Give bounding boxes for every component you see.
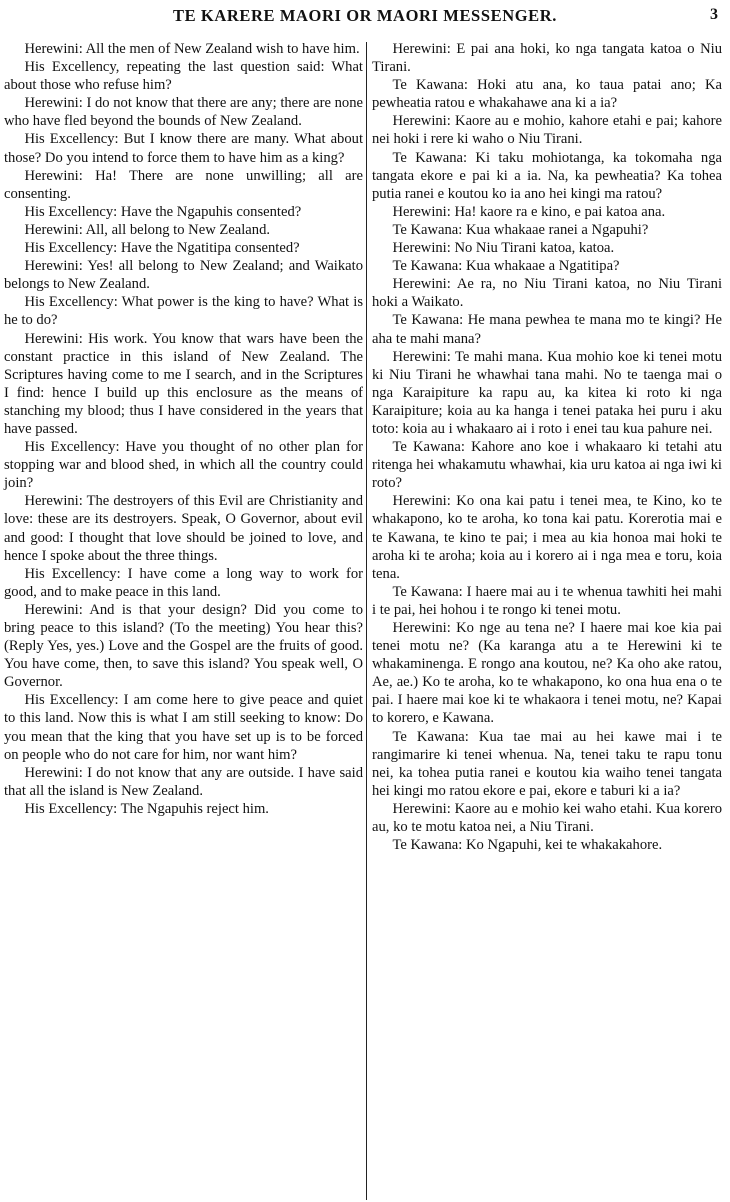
running-title: TE KARERE MAORI OR MAORI MESSENGER. [172, 6, 558, 25]
page-header [0, 4, 730, 30]
paragraph: Herewini: And is that your design? Did you come to bring peace to this island? (To the meeting) You hear this? (Reply Yes, yes.) Love and the Gospel are the fruits of good. You have come, then, to save this island? You speak well, O Governor. [4, 601, 363, 691]
english-column [4, 40, 363, 818]
paragraph: Te Kawana: Ko Ngapuhi, kei te whakakahore. [392, 837, 663, 854]
paragraph: His Excellency, repeating the last question said: What about those who refuse him? [4, 59, 363, 94]
paragraph: Herewini: No Niu Tirani katoa, katoa. [392, 240, 615, 257]
paragraph: Te Kawana: Kua tae mai au hei kawe mai i te rangimarire ki tenei whenua. Na, tenei taku te rapu tonu nei, ka tohea putia ranei e koutou kia waiho tenei tangata hei kingi mo ratou ekore e pai, ekore e taburi ki a ia? [372, 728, 722, 799]
paragraph: Te Kawana: I haere mai au i te whenua tawhiti hei mahi i te pai, hei hohou i te rongo ki tenei motu. [372, 583, 722, 618]
paragraph: Herewini: All the men of New Zealand wish to have him. [24, 41, 360, 57]
paragraph: Herewini: Kaore au e mohio, kahore etahi e pai; kahore nei hoki i rere ki waho o Niu Tirani. [372, 113, 722, 148]
paragraph: His Excellency: What power is the king to have? What is he to do? [4, 294, 363, 329]
paragraph: Herewini: I do not know that there are any; there are none who have fled beyond the bounds of New Zealand. [4, 95, 363, 130]
paragraph: Herewini: Ae ra, no Niu Tirani katoa, no Niu Tirani hoki a Waikato. [372, 276, 722, 311]
paragraph: His Excellency: But I know there are many. What about those? Do you intend to force them to have him as a king? [4, 131, 363, 166]
paragraph: Herewini: Yes! all belong to New Zealand; and Waikato belongs to New Zealand. [4, 258, 363, 293]
paragraph: Herewini: Ha! kaore ra e kino, e pai katoa ana. [392, 203, 666, 220]
paragraph: His Excellency: Have you thought of no other plan for stopping war and blood shed, in which all the country could join? [4, 439, 363, 492]
paragraph: Te Kawana: He mana pewhea te mana mo te kingi? He aha te mahi mana? [372, 312, 722, 347]
paragraph: Te Kawana: Ki taku mohiotanga, ka tokomaha nga tangata ekore e pai ki a ia. Na, ka pewheatia? Ka tohea putia ranei e koutou ko ia ano hei kingi ma ratou? [372, 149, 722, 202]
paragraph: His Excellency: I am come here to give peace and quiet to this land. Now this is what I am still seeking to know: Do you mean that the king that you have set up is to be forced on people who do not care for him, nor want him? [4, 692, 363, 763]
paragraph: His Excellency: Have the Ngatitipa consented? [24, 240, 300, 257]
paragraph: Herewini: I do not know that any are outside. I have said that all the island is New Zealand. [4, 764, 363, 799]
paragraph: Herewini: Ko nge au tena ne? I haere mai koe kia pai tenei motu ne? (Ka karanga atu a te Herewini ki te whakaminenga. E rongo ana koutou, ne? Ka oho ake ratou, Ae, ae.) Ko te aroha, ko te whakapono, ko ona hua ena o te pai. I haere mai koe ki te whakaora i tenei motu, ne? Kapai to korero, e Kawana. [372, 620, 722, 727]
paragraph: Herewini: E pai ana hoki, ko nga tangata katoa o Niu Tirani. [372, 41, 722, 76]
paragraph: Te Kawana: Kahore ano koe i whakaaro ki tetahi atu ritenga hei whakamutu whawhai, kia uru katoa ai nga iwi ki roto? [372, 439, 722, 492]
paragraph: His Excellency: I have come a long way to work for good, and to make peace in this land. [4, 565, 363, 600]
column-divider [366, 42, 367, 1200]
paragraph: Herewini: The destroyers of this Evil are Christianity and love: these are its destroyers. Speak, O Governor, about evil and good: I thought that love should be joined to love, and hence I spoke about the three things. [4, 493, 363, 564]
paragraph: Herewini: Kaore au e mohio kei waho etahi. Kua korero au, ko te motu katoa nei, a Niu Tirani. [372, 800, 722, 836]
paragraph: Herewini: Te mahi mana. Kua mohio koe ki tenei motu ki Niu Tirani he whawhai tana mahi. No te taenga mai o nga Karaipiture ka rapu au, ka kitea ki roto ki nga Karaipiture; koia au ka hanga i tenei pataka hei puru i aku toto: koia au i whakaaro ai i roto i enei tau kua pahure nei. [372, 348, 722, 437]
paragraph: His Excellency: Have the Ngapuhis consented? [24, 203, 302, 220]
paragraph: Te Kawana: Kua whakaae a Ngatitipa? [392, 258, 620, 275]
paragraph: Herewini: Ko ona kai patu i tenei mea, te Kino, ko te whakapono, ko te aroha, ko tona kai patu. Korerotia mai e te Kawana, te kino te pai; i mea au kia honoa mai hoki te aroha ki te aroha; koia au i korero ai i nga mea e toru, koia tena. [372, 493, 722, 582]
paragraph: Te Kawana: Kua whakaae ranei a Ngapuhi? [392, 221, 649, 238]
paragraph: Herewini: All, all belong to New Zealand. [24, 221, 271, 238]
maori-column [372, 40, 722, 854]
paragraph: Te Kawana: Hoki atu ana, ko taua patai ano; Ka pewheatia ratou e whakahawe ana ki a ia? [372, 77, 722, 112]
paragraph: His Excellency: The Ngapuhis reject him. [24, 800, 269, 817]
page-number: 3 [710, 6, 718, 23]
paragraph: Herewini: Ha! There are none unwilling; all are consenting. [4, 167, 363, 202]
paragraph: Herewini: His work. You know that wars have been the constant practice in this island of New Zealand. The Scriptures having come to me I search, and in the Scriptures I find: hence I build up this enclosure as the means of stanching my blood; thus I have considered in the years that have passed. [4, 330, 363, 437]
